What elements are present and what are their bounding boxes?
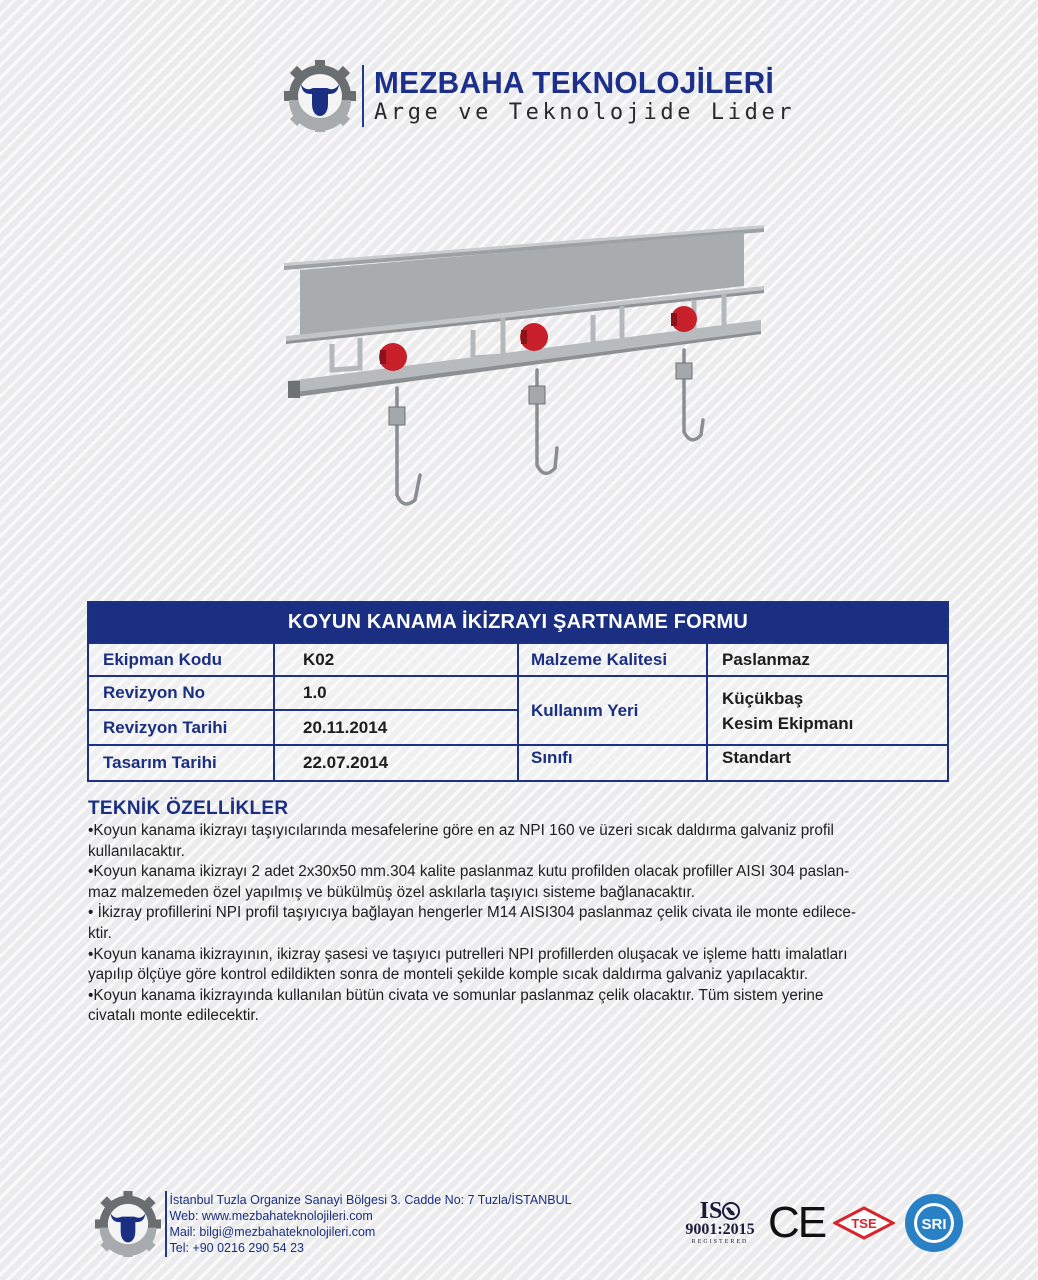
- ce-mark-icon: CE: [768, 1198, 826, 1247]
- label-revision-date: Revizyon Tarihi: [89, 709, 275, 744]
- value-material-quality: Paslanmaz: [708, 642, 947, 675]
- technical-line: maz malzemeden özel yapılmış ve bükülmüş özel askılarla taşıyıcı sisteme bağlanacaktır.: [88, 883, 696, 901]
- technical-line: •Koyun kanama ikizrayı taşıyıcılarında mesafelerine göre en az NPI 160 ve üzeri sıcak daldırma galvaniz profil: [88, 822, 834, 839]
- footer-contact: [95, 1191, 572, 1257]
- iso-registered: REGISTERED: [691, 1239, 749, 1245]
- value-usage-area: [708, 675, 947, 744]
- value-revision-date: 20.11.2014: [275, 709, 519, 744]
- technical-line: yapılıp ölçüye göre kontrol edildikten sonra de monteli şekilde komple sıcak daldırma galvaniz yapılacaktır.: [88, 966, 809, 984]
- company-slogan: Arge ve Teknolojide Lider: [374, 100, 796, 125]
- value-usage-area-line2: Kesim Ekipmanı: [722, 713, 854, 733]
- spec-table: [87, 601, 949, 782]
- label-material-quality: Malzeme Kalitesi: [519, 642, 708, 675]
- value-usage-area-line1: Küçükbaş: [722, 688, 804, 708]
- divider: [165, 1191, 167, 1257]
- technical-heading: TEKNİK ÖZELLİKLER: [88, 798, 289, 819]
- company-name: MEZBAHA TEKNOLOJİLERİ: [374, 65, 775, 100]
- spec-table-title: KOYUN KANAMA İKİZRAYI ŞARTNAME FORMU: [89, 603, 947, 642]
- brand-header: [284, 60, 795, 132]
- iso-label: IS: [699, 1198, 723, 1224]
- iso-9001-badge: [680, 1200, 760, 1246]
- company-logo-icon: [284, 60, 356, 132]
- label-design-date: Tasarım Tarihi: [89, 744, 275, 780]
- product-image: [270, 210, 780, 510]
- technical-line: ktir.: [88, 924, 112, 942]
- label-revision-no: Revizyon No: [89, 675, 275, 709]
- value-class: Standart: [708, 744, 947, 780]
- footer-mail-link[interactable]: Mail: bilgi@mezbahateknolojileri.com: [169, 1225, 376, 1239]
- value-equipment-code: K02: [275, 642, 519, 675]
- technical-line: civatalı monte edilecektir.: [88, 1007, 259, 1025]
- technical-section: [88, 797, 958, 1027]
- technical-line: kullanılacaktır.: [88, 842, 185, 860]
- label-class: Sınıfı: [519, 744, 708, 780]
- sri-ohsas-logo-icon: [903, 1192, 965, 1254]
- footer-web-link[interactable]: Web: www.mezbahateknolojileri.com: [169, 1209, 373, 1223]
- technical-line: • İkizray profillerini NPI profil taşıyıcıya bağlayan hengerler M14 AISI304 paslanmaz çelik civata ile monte edilece-: [88, 904, 857, 922]
- label-equipment-code: Ekipman Kodu: [89, 642, 275, 675]
- company-logo-icon: [95, 1191, 161, 1257]
- footer-address: İstanbul Tuzla Organize Sanayi Bölgesi 3. Cadde No: 7 Tuzla/İSTANBUL: [169, 1193, 572, 1207]
- sri-label: SRI: [921, 1216, 947, 1233]
- technical-line: •Koyun kanama ikizrayı 2 adet 2x30x50 mm.304 kalite paslanmaz kutu profilden olacak profiller AISI 304 paslan-: [88, 863, 850, 881]
- tse-logo-icon: [833, 1206, 895, 1240]
- certification-logos: [680, 1192, 965, 1254]
- label-usage-area: Kullanım Yeri: [519, 675, 708, 744]
- technical-line: •Koyun kanama ikizrayının, ikizray şasesi ve taşıyıcı putrelleri NPI profillerden oluşacak ve işleme hattı imalatları: [88, 945, 848, 963]
- divider: [362, 65, 364, 127]
- footer-phone: Tel: +90 0216 290 54 23: [169, 1241, 304, 1255]
- tse-label: TSE: [851, 1216, 877, 1231]
- iso-number: 9001:2015: [685, 1221, 755, 1238]
- value-design-date: 22.07.2014: [275, 744, 519, 780]
- value-revision-no: 1.0: [275, 675, 519, 709]
- technical-line: •Koyun kanama ikizrayında kullanılan bütün civata ve somunlar paslanmaz çelik olacaktır. Tüm sistem yerine: [88, 986, 824, 1004]
- globe-icon: [722, 1202, 740, 1220]
